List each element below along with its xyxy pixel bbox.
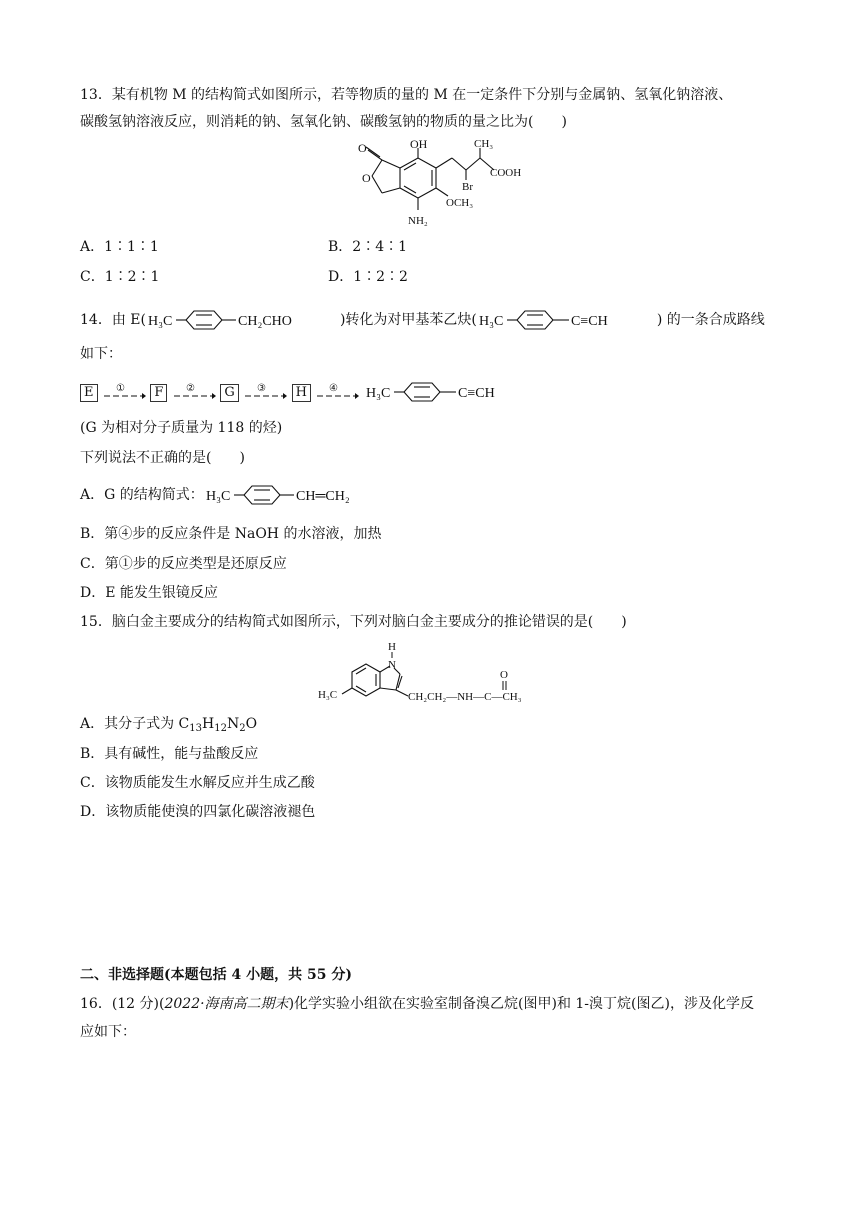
q14-g-structure — [204, 484, 404, 506]
q14-note: (G 为相对分子质量为 118 的烃) — [80, 420, 283, 436]
route-arrow-4 — [315, 382, 359, 402]
q15-formula-h: H — [202, 716, 215, 732]
q14-option-c: C．第①步的反应类型是还原反应 — [80, 556, 287, 572]
q14-e-structure — [146, 309, 340, 331]
route-product — [364, 380, 544, 404]
route-h: H — [292, 384, 311, 402]
q14-e-right: CH₂CHO — [237, 314, 292, 329]
q13-option-d: D．1∶2∶2 — [328, 269, 408, 285]
q15-formula-n: N — [226, 716, 240, 732]
route-step-4: ④ — [329, 383, 339, 394]
q15-h3c: H₃C — [318, 689, 338, 701]
q16-source: 2022·海南高二期末 — [164, 996, 289, 1012]
q13-nh2: NH₂ — [408, 215, 428, 227]
q14-g-right: CH═CH₂ — [295, 489, 350, 504]
route-e: E — [80, 384, 98, 402]
q14-stem-line1 — [80, 309, 765, 331]
q15-stem: 15．脑白金主要成分的结构简式如图所示，下列对脑白金主要成分的推论错误的是( ) — [80, 614, 627, 630]
q15-formula-n-count: 2 — [239, 723, 246, 734]
q15-structure — [318, 638, 548, 710]
q16-line1-pre: 16．(12 分)( — [80, 996, 165, 1012]
route-g: G — [220, 384, 238, 402]
q16-line1 — [80, 995, 754, 1013]
q14-stem-line2: 如下： — [80, 346, 122, 362]
q14-stem-post: ) 的一条合成路线 — [656, 312, 765, 328]
q13-option-a: A．1∶1∶1 — [80, 239, 159, 255]
q16-line1-post: )化学实验小组欲在实验室制备溴乙烷(图甲)和 1-溴丁烷(图乙)，涉及化学反 — [288, 996, 754, 1012]
q14-p-left: H₃C — [478, 314, 504, 329]
q13-br: Br — [462, 181, 473, 193]
q13-option-b: B．2∶4∶1 — [328, 239, 408, 255]
q13-structure — [330, 138, 530, 238]
q13-option-c: C．1∶2∶1 — [80, 269, 160, 285]
route-arrow-1 — [102, 382, 146, 402]
section2-title: 二、非选择题(本题包括 4 小题，共 55 分) — [80, 967, 352, 983]
q13-stem-line1: 13．某有机物 M 的结构简式如图所示，若等物质的量的 M 在一定条件下分别与金属钠、氢氧化钠溶液、 — [80, 87, 733, 103]
route-step-3: ③ — [257, 383, 267, 394]
q16-line2: 应如下： — [80, 1024, 136, 1040]
q15-option-b: B．具有碱性，能与盐酸反应 — [80, 746, 259, 762]
q15-formula-c-count: 13 — [189, 723, 203, 734]
q14-option-d: D．E 能发生银镜反应 — [80, 585, 218, 601]
route-prod-left: H₃C — [365, 386, 391, 401]
route-f: F — [150, 384, 167, 402]
q15-option-d: D．该物质能使溴的四氯化碳溶液褪色 — [80, 804, 316, 820]
q15-n: N — [388, 659, 396, 671]
q13-och3: OCH₃ — [446, 197, 474, 209]
q13-o-ring: O — [362, 171, 371, 185]
q13-ch3: CH₃ — [474, 138, 494, 150]
route-arrow-3 — [243, 382, 287, 402]
q15-option-a — [80, 715, 257, 738]
q15-option-c: C．该物质能发生水解反应并生成乙酸 — [80, 775, 315, 791]
route-prod-right: C≡CH — [457, 386, 495, 401]
q14-option-a-text: A．G 的结构简式： — [80, 487, 204, 503]
q13-cooh: COOH — [490, 167, 522, 179]
q14-option-a — [80, 484, 404, 506]
q13-oh: OH — [410, 138, 428, 151]
q14-g-left: H₃C — [205, 489, 231, 504]
q14-option-b: B．第④步的反应条件是 NaOH 的水溶液，加热 — [80, 526, 382, 542]
q13-o-carbonyl: O — [358, 141, 367, 155]
q15-formula-h-count: 12 — [214, 723, 227, 734]
q15-h: H — [388, 641, 396, 653]
q14-stem-pre: 14．由 E( — [80, 312, 146, 328]
q14-e-left: H₃C — [147, 314, 173, 329]
q15-chain: CH₂CH₂—NH—C—CH₃ — [408, 691, 522, 703]
q14-route — [80, 380, 544, 404]
route-step-2: ② — [185, 383, 195, 394]
q14-stem-mid: )转化为对甲基苯乙炔( — [339, 312, 477, 328]
q14-ask: 下列说法不正确的是( ) — [80, 450, 245, 466]
q15-formula-o: O — [245, 716, 258, 732]
q14-p-right: C≡CH — [570, 314, 608, 329]
q15-option-a-prefix: A．其分子式为 C — [80, 716, 190, 732]
q14-product-structure — [477, 309, 657, 331]
route-step-1: ① — [115, 383, 125, 394]
q15-o: O — [500, 669, 508, 681]
route-arrow-2 — [172, 382, 216, 402]
q13-stem-line2: 碳酸氢钠溶液反应，则消耗的钠、氢氧化钠、碳酸氢钠的物质的量之比为( ) — [80, 114, 567, 130]
